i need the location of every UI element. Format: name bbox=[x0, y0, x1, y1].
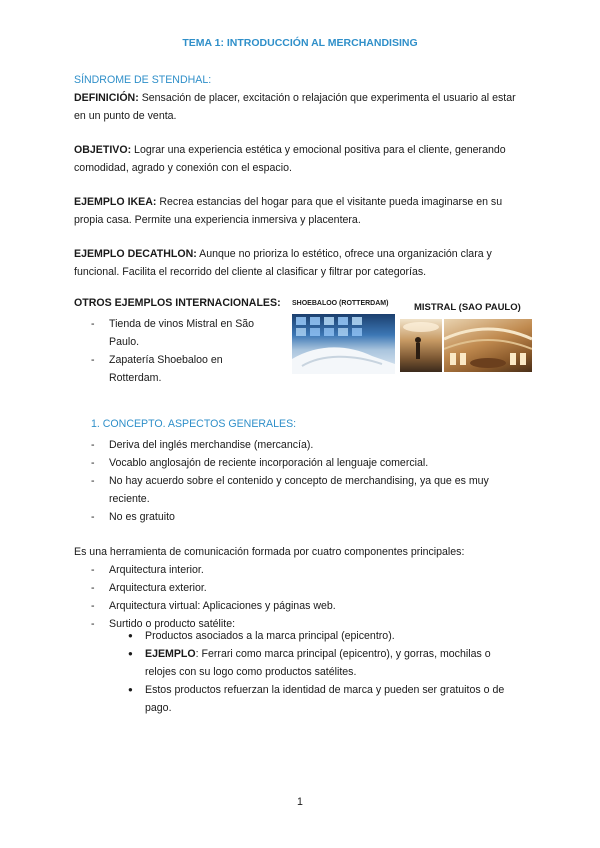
document-title: TEMA 1: INTRODUCCIÓN AL MERCHANDISING bbox=[182, 37, 418, 49]
mistral-photo-1 bbox=[400, 319, 442, 372]
sub-item: ● Estos productos refuerzan la identidad de marca y pueden ser gratuitos o de pago. bbox=[145, 681, 515, 717]
page-number: 1 bbox=[297, 796, 303, 808]
ikea-text: Recrea estancias del hogar para que el visitante pueda imaginarse en su propia casa. Permite una experiencia inmersiva y placentera. bbox=[74, 196, 503, 226]
herramienta-intro: Es una herramienta de comunicación formada por cuatro componentes principales: bbox=[74, 546, 465, 558]
ejemplo-text: : Ferrari como marca principal (epicentro), y gorras, mochilas o relojes con su logo como productos satélites. bbox=[145, 648, 491, 678]
definicion-text: Sensación de placer, excitación o relajación que experimenta el usuario al estar en un punto de venta. bbox=[74, 92, 516, 122]
list-item: - Zapatería Shoebaloo en Rotterdam. bbox=[74, 351, 274, 387]
list-item: - Arquitectura exterior. bbox=[74, 579, 524, 597]
list-item: - Deriva del inglés merchandise (mercancía). bbox=[74, 436, 524, 454]
mistral-caption: MISTRAL (SAO PAULO) bbox=[414, 302, 521, 313]
objetivo-paragraph bbox=[74, 141, 524, 177]
concepto-list bbox=[74, 436, 524, 526]
concepto-heading: 1. CONCEPTO. ASPECTOS GENERALES: bbox=[91, 418, 297, 430]
definicion-paragraph bbox=[74, 89, 524, 125]
stendhal-heading: SÍNDROME DE STENDHAL: bbox=[74, 74, 212, 86]
sub-item-ejemplo bbox=[145, 645, 515, 681]
list-item: - Arquitectura interior. bbox=[74, 561, 524, 579]
objetivo-label: OBJETIVO: bbox=[74, 144, 132, 156]
decathlon-label: EJEMPLO DECATHLON: bbox=[74, 248, 197, 260]
satelite-sublist bbox=[145, 627, 515, 717]
list-item: - Vocablo anglosajón de reciente incorporación al lenguaje comercial. bbox=[74, 454, 524, 472]
objetivo-text: Lograr una experiencia estética y emocional positiva para el cliente, generando comodidad, agrado y conexión con el espacio. bbox=[74, 144, 506, 174]
list-item: - Surtido o producto satélite: bbox=[74, 615, 524, 633]
list-item: - Tienda de vinos Mistral en São Paulo. bbox=[74, 315, 274, 351]
ikea-label: EJEMPLO IKEA: bbox=[74, 196, 157, 208]
shoebaloo-caption: SHOEBALOO (ROTTERDAM) bbox=[292, 300, 389, 307]
mistral-photo-2 bbox=[444, 319, 532, 372]
list-item: - No hay acuerdo sobre el contenido y concepto de merchandising, ya que es muy reciente. bbox=[74, 472, 524, 508]
otros-list bbox=[74, 315, 274, 387]
list-item: - Arquitectura virtual: Aplicaciones y páginas web. bbox=[74, 597, 524, 615]
decathlon-paragraph bbox=[74, 245, 524, 281]
decathlon-text: Aunque no prioriza lo estético, ofrece una organización clara y funcional. Facilita el recorrido del cliente al clasificar y filtrar por categorías. bbox=[74, 248, 492, 278]
componentes-list bbox=[74, 561, 524, 633]
list-item: - No es gratuito bbox=[74, 508, 524, 526]
sub-item: ● Productos asociados a la marca principal (epicentro). bbox=[145, 627, 515, 645]
shoebaloo-photo bbox=[292, 314, 395, 374]
ejemplo-label: EJEMPLO bbox=[145, 648, 196, 660]
otros-heading: OTROS EJEMPLOS INTERNACIONALES: bbox=[74, 297, 281, 309]
definicion-label: DEFINICIÓN: bbox=[74, 92, 139, 104]
ikea-paragraph bbox=[74, 193, 524, 229]
